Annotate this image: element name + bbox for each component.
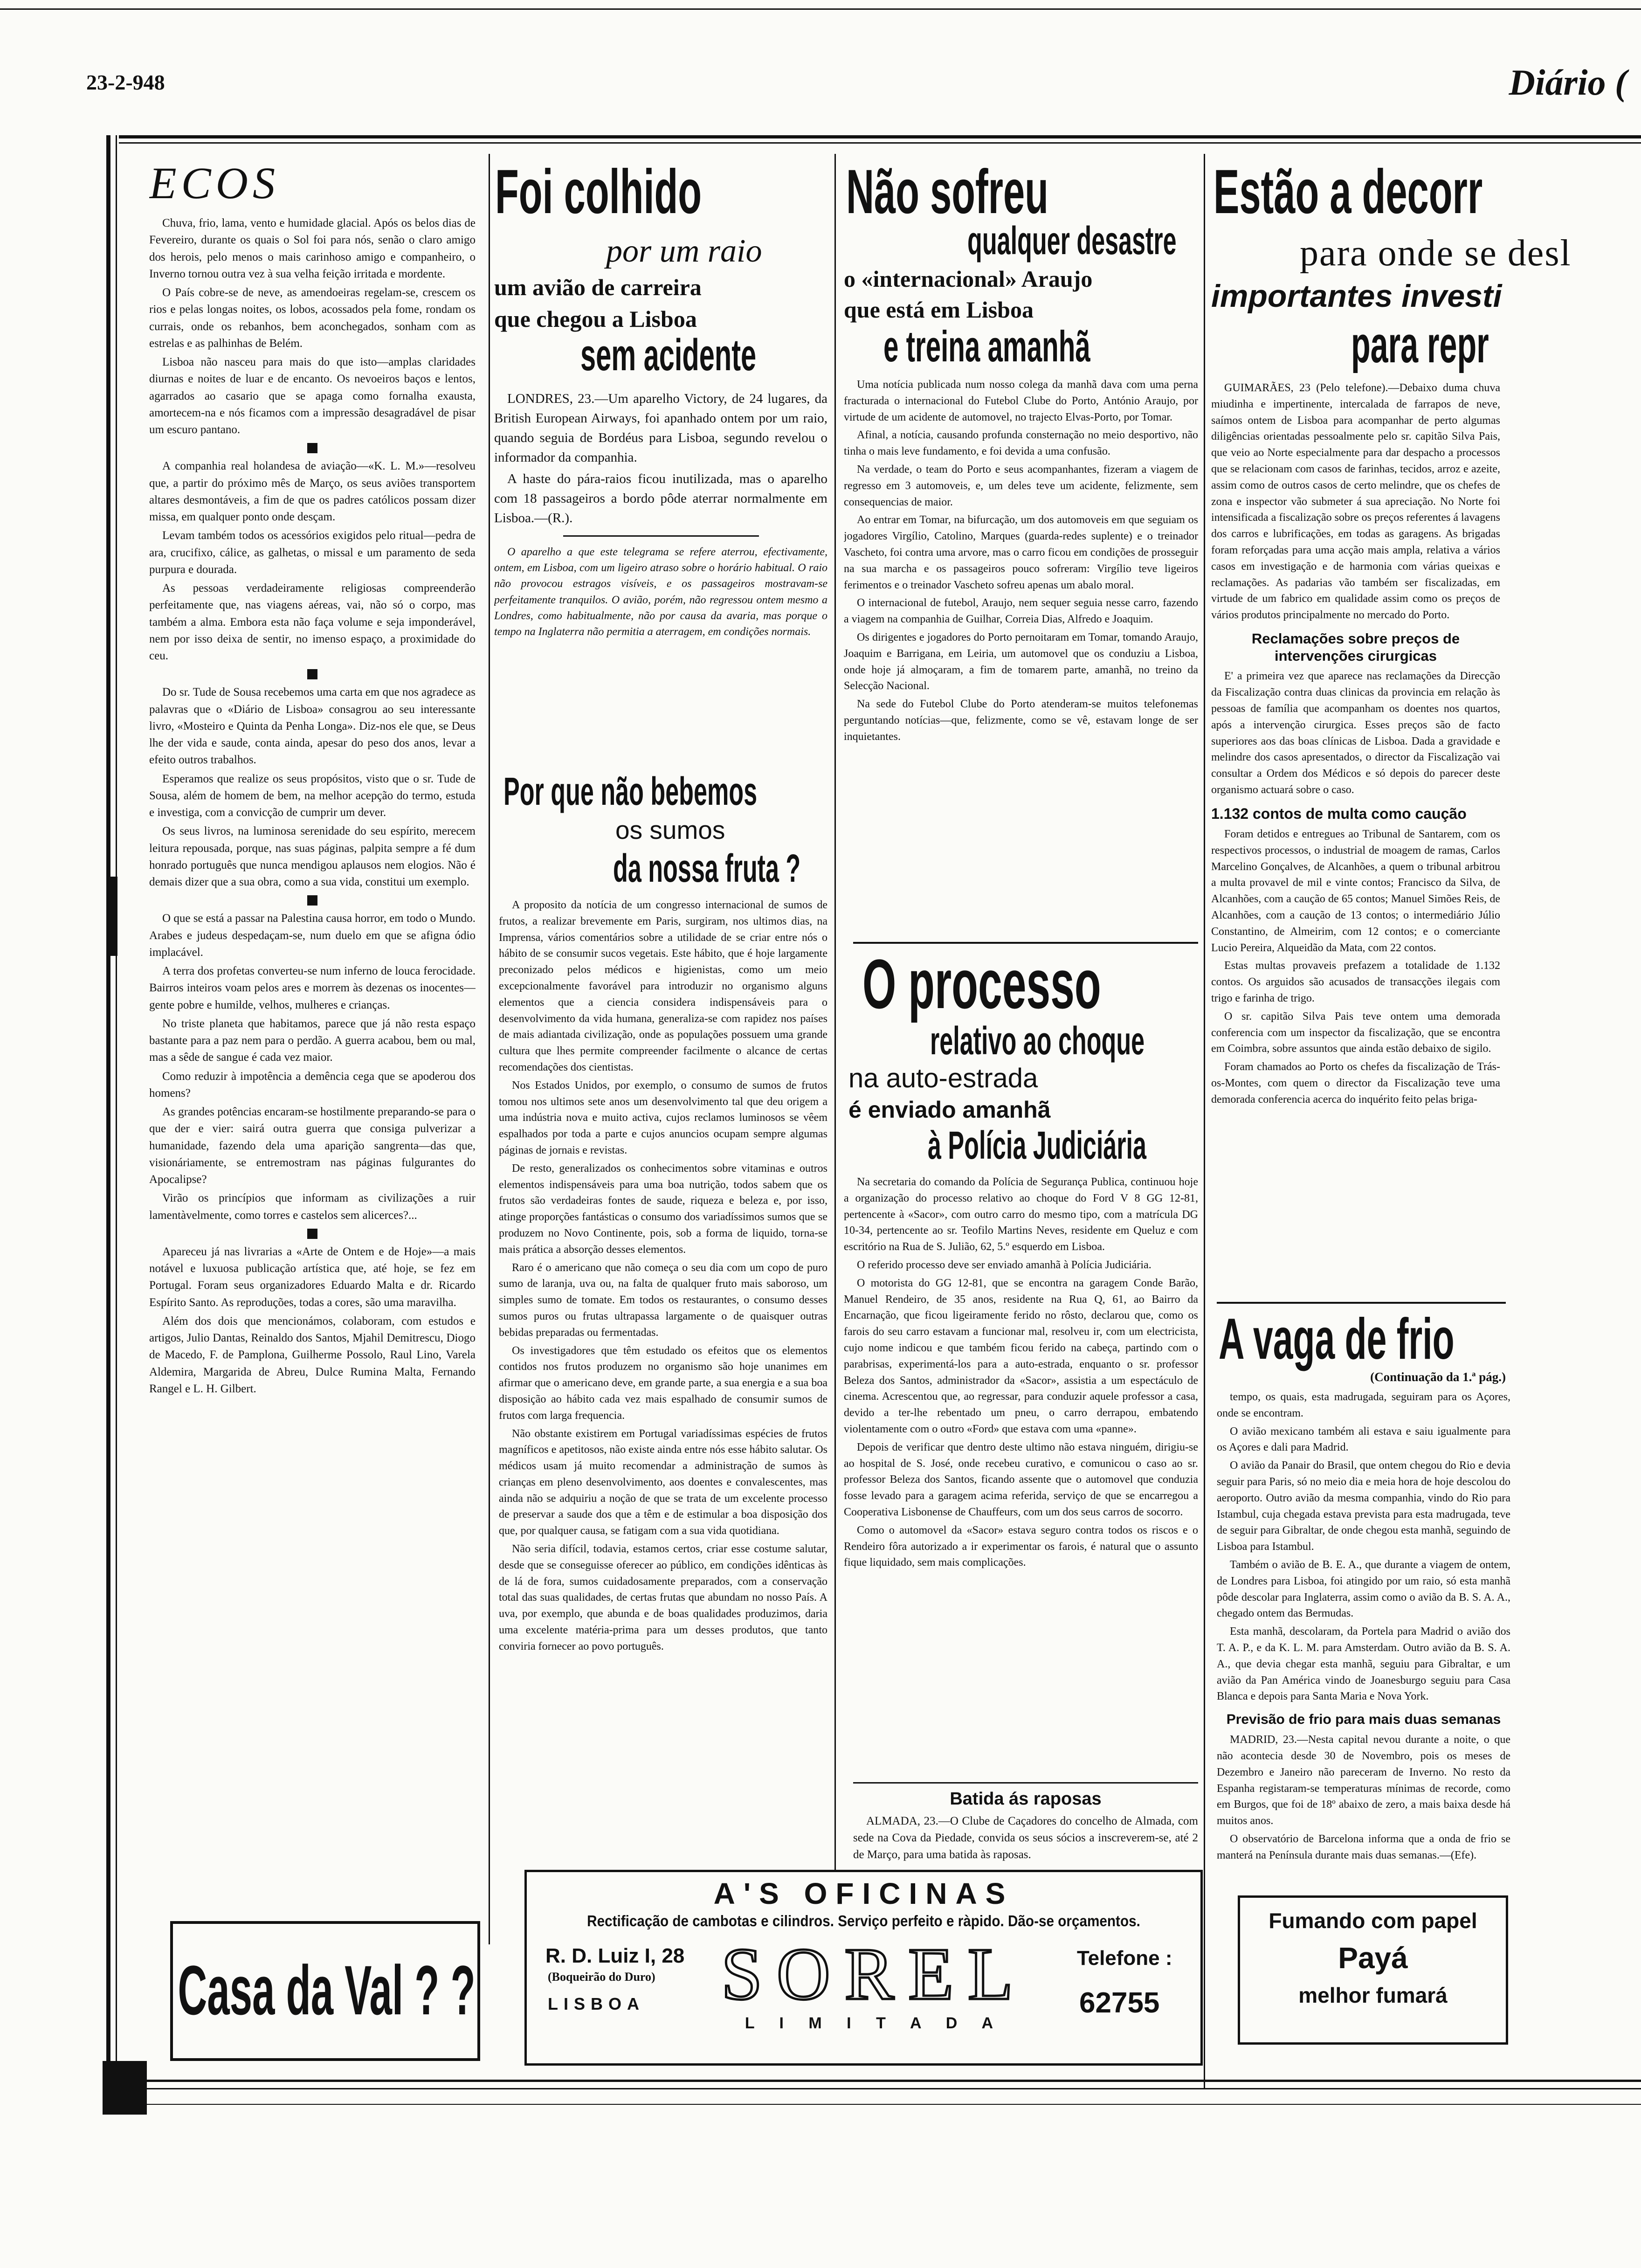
issue-date: 23-2-948 [86,70,165,94]
sorel-phone-label: Telefone : [1077,1947,1172,1970]
frio-paragraph: O avião mexicano também ali estava e saiu igualmente para os Açores e dali para Madrid. [1217,1425,1510,1454]
sumos-article [499,772,827,1844]
sorel-headline: A'S OFICINAS [713,1877,1014,1910]
araujo-paragraph: Na sede do Futebol Clube do Porto atenderam-se muitos telefonemas perguntando notícias—que, felizmente, como se vê, estavam longe de ser inquietantes. [844,698,1198,743]
sumos-paragraph: Não obstante existirem em Portugal variadíssimas espécies de frutos magníficos e apetitosos, não existe ainda entre nós esse hábito salutar. Os médicos usam já muito recomendar a administração de sumos às crianças em pleno desenvolvimento, aos doentes e convalescentes, mas ainda não se adquiriu a noção de que se trata de um excelente processo de preservar a saude dos que a têm e de estimular a boa disposição dos que, por qualquer causa, se fatigam com a sua vida quotidiana. [499,1427,827,1537]
section-bullet [307,1229,317,1239]
left-frame-rule [106,135,110,2112]
ecos-paragraph: As pessoas verdadeiramente religiosas compreenderão perfeitamente que, nas viagens aéreas, vai, não só o corpo, mas também a alma. Embora esta não faça volume e seja imponderável, nem por isso deixa de sentir, no imenso espaço, a proximidade do ceu. [149,582,476,662]
ecos-paragraph: Como reduzir à impotência a demência cega que se apoderou dos homens? [149,1070,476,1099]
frio-paragraph: O avião da Panair do Brasil, que ontem chegou do Rio e devia seguir para Paris, só no meio dia e meia hora de hoje descolou do aeroporto. Outro avião da mesma companhia, vindo do Rio para Istambul, cuja chegada estava prevista para esta madrugada, teve de seguir para Gibraltar, de onde chegou esta manhã, seguindo de Lisboa para Istambul. [1217,1459,1510,1553]
raio-deck: que chegou a Lisboa [494,306,697,332]
section-bullet [307,443,317,453]
section-bullet [307,895,317,906]
ecos-paragraph: O que se está a passar na Palestina causa horror, em todo o Mundo. Arabes e judeus despedaçam-se, num duelo em que se afigna ódio implacável. [149,912,476,959]
ecos-paragraph: No triste planeta que habitamos, parece que já não resta espaço bastante para a paz nem para o perdão. A guerra acabou, bem ou mal, mas a sêde de sangue é cada vez maior. [149,1017,476,1064]
sorel-address-note: (Boqueirão do Duro) [548,1970,655,1984]
sumos-headline: Por que não bebemos [503,772,758,813]
frio-paragraph: Esta manhã, descolaram, da Portela para Madrid o avião dos T. A. P., e da K. L. M. para Amsterdam. Outro avião da B. S. A. A., que devia chegar esta manhã, seguiu para Gibraltar, e um avião da Pan América vindo de Joanesburgo seguiu para Casa Blanca e depois para Santa Maria e Nova York. [1217,1625,1510,1703]
ecos-paragraph: Além dos dois que mencionámos, colaboram, com estudos e artigos, Julio Dantas, Reinaldo dos Santos, Mjahil Demitrescu, Diogo de Macedo, F. de Pamplona, Guilherme Possolo, Raul Lino, Varela Aldemira, Margarida de Abreu, Dulce Rumina Malta, Fernando Rangel e L. H. Gilbert. [149,1314,476,1395]
sumos-paragraph: Nos Estados Unidos, por exemplo, o consumo de sumos de frutos tomou nos ultimos sete anos um desenvolvimento tal que deu origem a uma indústria nova e muito activa, cujos reclamos luminosos se vêem espalhados por toda a parte e cujos anuncios ocupam sempre algumas páginas de jornais e revistas. [499,1079,827,1156]
ecos-paragraph: Esperamos que realize os seus propósitos, visto que o sr. Tude de Sousa, além de homem de bem, na melhor acepção do termo, estuda e investiga, com a convicção de cumprir um dever. [149,772,476,819]
ecos-paragraph: Os seus livros, na luminosa serenidade do seu espírito, merecem leitura repousada, porque, nas suas páginas, palpita sempre a fé dum honrado português que nunca mendigou aplausos nem elogios. Não é demais dizer que a sua obra, como a sua vida, constitui um exemplo. [149,825,476,888]
ecos-paragraph: Virão os princípios que informam as civilizações a ruir lamentàvelmente, como torres e castelos sem alicerces?... [149,1192,476,1222]
paya-line: Fumando com papel [1269,1908,1477,1933]
sorel-address: R. D. Luiz I, 28 [545,1944,685,1967]
estao-paragraph: Foram detidos e entregues ao Tribunal de Santarem, com os respectivos processos, o industrial de moagem de ramas, Carlos Marcelino Gonçalves, de Alcanhões, a quem o tribunal arbitrou a multa provavel de mil e vinte contos; Francisco da Silva, de Alcanhões, com a caução de 65 contos; Manuel Simões Reis, de Alcanhões, com a caução de 13 contos; o intermediário Júlio Constantino, de Almeirim, com 12 contos; e o comerciante Lucio Pereira, Alqueidão da Mata, com 22 contos. [1211,828,1500,954]
estao-paragraph: E' a primeira vez que aparece nas reclamações da Direcção da Fiscalização contra duas clinicas da provincia em relação às pessoas de família que acompanham os doentes nos quartos, após a intervenção cirurgica. Esses preços são de facto superiores aos das boas clínicas de Lisboa. Dada a gravidade e melindre dos casos apresentados, o director da Fiscalização vai consultar a Ordem dos Médicos e só depois do parecer deste organismo actuará sobre o caso. [1211,670,1500,796]
sumos-paragraph: Os investigadores que têm estudado os efeitos que os elementos contidos nos frutos produzem no organismo são hoje unanimes em afirmar que o americano deve, em grande parte, a sua energia e a sua boa disposição ao hábito cada vez mais espalhado de consumir sumos de frutos com larga frequencia. [499,1344,827,1422]
paya-line: melhor fumará [1298,1983,1448,2007]
column-rule-1 [489,154,490,1944]
frio-top-rule [1217,1302,1506,1304]
frio-paragraph: O observatório de Barcelona informa que a onda de frio se manterá na Península durante mais duas semanas.—(Efe). [1217,1832,1510,1861]
margin-mark [110,877,117,956]
estao-paragraph: Foram chamados ao Porto os chefes da fiscalização de Trás-os-Montes, com quem o director da Fiscalização teve uma demorada conferencia acerca do inquérito feito pelas briga- [1211,1061,1500,1106]
processo-paragraph: Como o automovel da «Sacor» estava seguro contra todos os riscos e o Rendeiro fôra autorizado a ir experimentar os farois, é natural que o assunto fique liquidado, sem mais complicações. [844,1524,1198,1569]
raio-note: O aparelho a que este telegrama se refere aterrou, efectivamente, ontem, em Lisboa, com um ligeiro atraso sobre o horário habitual. O raio não provocou estragos visíveis, e os passageiros mostravam-se perfeitamente tranquilos. O avião, porém, não regressou ontem mesmo a Londres, como habitualmente, não por causa da avaria, mas porque o tempo na Inglaterra não permitia a aterragem, em condições normais. [494,546,827,638]
bottom-rule [119,2080,1641,2082]
ecos-paragraph: Levam também todos os acessórios exigidos pelo ritual—pedra de ara, crucifixo, cálice, as galhetas, o missal e um paramento de seda purpura e dourada. [149,529,476,576]
sorel-city: LISBOA [548,1994,645,2013]
raposas-top-rule [853,1782,1198,1784]
header-rule-thin [119,142,1641,144]
ecos-column [149,161,476,1881]
processo-paragraph: O motorista do GG 12-81, que se encontra na garagem Conde Barão, Manuel Rendeiro, de 35 anos, residente na Rua Q, 61, ao Bairro da Encarnação, que ficou ligeiramente ferido no rôsto, declarou que, como os farois do seu carro estavam a funcionar mal, resolveu ir, com um electricista, cujo nome indicou e que também ficou ferido na cabeça, partindo com o parabrisas, experimentá-los para a auto-estrada, enquanto o sr. professor Beleza dos Santos, administrador da «Sacor», assistia a um espectáculo de cinema. Acrescentou que, ao regressar, para conduzir aquele professor a casa, devido a ter-lhe rebentado um pneu, o carro derrapou, embatendo violentamente com o outro «Ford» que estava com uma «panne». [844,1277,1198,1435]
estao-headline: Estão a decorr [1214,161,1483,227]
processo-deck: é enviado amanhã [848,1097,1051,1123]
ecos-paragraph: Apareceu já nas livrarias a «Arte de Ontem e de Hoje»—a mais notável e luxuosa publicação artística que, até hoje, se fez em Portugal. Foram seus organizadores Eduardo Malta e dr. Ricardo Espírito Santo. As reproduções, todas a cores, são uma maravilha. [149,1245,476,1309]
estao-deck: importantes investi [1211,278,1502,314]
sorel-ad [524,1870,1203,2066]
frio-paragraph: Também o avião de B. E. A., que durante a viagem de ontem, de Londres para Lisboa, foi atingido por um raio, só esta manhã pôde descolar para Inglaterra, assim como o avião da B. S. A. A., chegado ontem das Bermudas. [1217,1558,1510,1620]
sorel-limitada: L I M I T A D A [745,2014,1004,2032]
sumos-paragraph: De resto, generalizados os conhecimentos sobre vitaminas e outros elementos indispensáveis para uma boa nutrição, todos sabem que os frutos são verdadeiras fontes de saude, riqueza e beleza e, por isso, atinge proporções fantásticas o consumo dos variadíssimos sumos que se produzem no Novo Continente, pois, sob a forma de liquido, torna-se mais prática a absorção desses elementos. [499,1162,827,1256]
casa-da-val-ad [170,1921,480,2061]
raio-subhead: por um raio [606,233,762,269]
estao-paragraph: O sr. capitão Silva Pais teve ontem uma demorada conferencia com um inspector da fiscalização, que se encontra em Coimbra, sobre assuntos que ainda estão debaixo de sigilo. [1211,1010,1500,1055]
ecos-paragraph: A terra dos profetas converteu-se num inferno de louca ferocidade. Bairros inteiros voam pelos ares e morrem às dezenas os inocentes—gente pobre e humilde, velhos, mulheres e crianças. [149,965,476,1011]
bottom-rule-thin [119,2088,1641,2089]
ecos-paragraph: A companhia real holandesa de aviação—«K. L. M.»—resolveu que, a partir do próximo mês de Março, os seus aviões transportem altares desmontáveis, a fim de que os padres católicos possam dizer missa, em qualquer ponto onde desçam. [149,460,476,523]
processo-paragraph: O referido processo deve ser enviado amanhã à Polícia Judiciária. [857,1258,1151,1271]
processo-deck: na auto-estrada [848,1063,1038,1093]
casa-da-val-text: Casa da Val ? ? [178,1951,476,2029]
raio-paragraph: A haste do pára-raios ficou inutilizada, mas o aparelho com 18 passageiros a bordo pôde aterrar normalmente em Lisboa.—(R.). [494,471,827,526]
estao-paragraph: GUIMARÃES, 23 (Pelo telefone).—Debaixo duma chuva miudinha e impertinente, intercalada de farrapos de neve, saímos ontem de Lisboa para acompanhar de perto algumas diligências orientadas pessoalmente pelo sr. capitão Silva Pais, que veio ao Norte especialmente para dar despacho a processos que se relacionam com casos de farinhas, tecidos, arroz e azeite, assim como de outros casos de certo melindre, que os chefes de zona e inspector vão submeter á sua apreciação. No Norte foi intensificada a fiscalização sobre os preços referentes á lavagens dos carros e lubrificações, em todas as garagens. As brigadas foram reforçadas para uma acção mais ampla, relativa a vários casos em investigação e de harmonia com várias queixas e reclamações. As padarias vão também ser fiscalizadas, em virtude de um fabrico em qualidade assim como os preços de vários produtos principalmente no mercado do Porto. [1211,382,1500,622]
araujo-deck: que está em Lisboa [844,297,1034,323]
frio-subheading: Previsão de frio para mais duas semanas [1226,1712,1501,1728]
araujo-article [844,161,1198,935]
raio-headline: Foi colhido [495,161,702,227]
processo-headline: O processo [862,949,1101,1023]
processo-paragraph: Depois de verificar que dentro deste ultimo não estava ninguém, dirigiu-se ao hospital de S. José, onde recebeu curativo, e comunicou o caso ao sr. professor Beleza dos Santos, ficando assente que o automovel que conduzia fosse levado para a garagem acima referida, serviço de que se encarregou a Cooperativa Lisbonense de Chauffeurs, com um dos seus carros de socorro. [844,1441,1198,1518]
paya-ad [1238,1895,1508,2045]
estao-subhead: para onde se desl [1300,233,1572,274]
processo-top-rule [853,942,1198,944]
section-bullet [307,669,317,679]
sumos-paragraph: Raro é o americano que não começa o seu dia com um copo de puro sumo de laranja, uva ou, na falta de qualquer fruto mais saboroso, um simples sumo de tomate. Em todos os restaurantes, o consumo desses sumos puros ou frutas ultrapassa largamente o de quaisquer outras bebidas preparadas ou fermentadas. [499,1261,827,1339]
estao-paragraph: Estas multas provaveis prefazem a totalidade de 1.132 contos. Os arguidos são acusados de transacções ilegais com trigo e farinha de trigo. [1211,960,1500,1005]
raio-article [494,161,827,774]
raposas-article [853,1786,1198,1863]
raio-deck: um avião de carreira [494,274,702,300]
masthead: Diário ( [1509,62,1627,103]
raio-deck-bold: sem acidente [580,330,757,380]
araujo-paragraph: Uma notícia publicada num nosso colega da manhã dava com uma perna fracturada o internacional do Futebol Clube do Porto, António Araujo, por virtude de um acidente de automovel, no trajecto Elvas-Porto, por Tomar. [844,379,1198,423]
bottom-rule-base [119,2104,1641,2105]
left-frame-rule-thin [116,135,117,2112]
raposas-text: ALMADA, 23.—O Clube de Caçadores do concelho de Almada, com sede na Cova da Piedade, convida os seus sócios a inscreverem-se, até 2 de Março, para uma batida às raposas. [853,1814,1198,1861]
header-rule [119,135,1641,138]
processo-paragraph: Na secretaria do comando da Polícia de Segurança Publica, continuou hoje a organização do processo relativo ao choque do Ford V 8 GG 12-81, pertencente à «Sacor», com outro carro do mesmo tipo, com a matrícula DG 10-34, pertencente ao sr. Teofilo Martins Neves, residente em Queluz e com escritório na Rua de S. Julião, 62, 5.º esquerdo em Lisboa. [844,1176,1198,1253]
frio-article [1217,1306,1510,1879]
ecos-title: ECOS [149,161,280,208]
estao-subheading: 1.132 contos de multa como caução [1211,805,1467,822]
ecos-paragraph: As grandes potências encaram-se hostilmente preparando-se para o que der e vier: sairá outra guerra que consiga pulverizar a humanidade, fazendo dela uma aparição sangrenta—das que, visionáriamente, se entremostram nas páginas fulgurantes do Apocalipse? [149,1106,476,1186]
ecos-paragraph: O País cobre-se de neve, as amendoeiras regelam-se, crescem os rios e pelas longas noites, os lobos, acossados pela fome, rondam os currais, onde os rebanhos, bem aconchegados, sonham com as estrelas e as palhinhas de Belém. [149,286,476,350]
sumos-subhead: os sumos [615,816,725,844]
sorel-phone: 62755 [1079,1987,1160,2019]
frio-paragraph: tempo, os quais, esta madrugada, seguiram para os Açores, onde se encontram. [1217,1391,1510,1419]
column-rule-2 [834,154,836,1944]
araujo-paragraph: Ao entrar em Tomar, na bifurcação, um dos automoveis em que seguiam os jogadores Virgílio, Catolino, Marques (guarda-redes suplente) e o treinador Vascheto, foi contra uma arvore, mas o carro ficou em condições de prosseguir na sua marcha e os passageiros pouco sofreram: Virgílio teve ligeiros ferimentos e o treinador Vascheto sofreu apenas um abalo moral. [844,514,1198,591]
sumos-paragraph: Não seria difícil, todavia, estamos certos, criar esse costume salutar, desde que se conseguisse oferecer ao público, em condições idênticas às de lá de fora, sumos cuidadosamente preparados, com a conservação total das suas qualidades, de certas frutas que abundam no nosso País. A uva, por exemplo, que abunda e de boas qualidades produzimos, daria uma excelente matéria-prima para um desses produtos, que tanto conviria fornecer ao povo português. [499,1543,827,1653]
column-rule-3 [1204,154,1205,2089]
raposas-title: Batida ás raposas [950,1789,1102,1809]
araujo-deck-bold: e treina amanhã [883,322,1090,371]
paya-brand: Payá [1338,1941,1408,1975]
raio-divider [563,535,759,537]
sorel-services: Rectificação de cambotas e cilindros. Serviço perfeito e ràpido. Dão-se orçamentos. [587,1912,1140,1929]
estao-subheading: Reclamações sobre preços de intervenções cirurgicas [1251,630,1460,664]
araujo-subhead: qualquer desastre [967,219,1177,263]
araujo-paragraph: Afinal, a notícia, causando profunda consternação no meio desportivo, não tinha o mais leve fundamento, e foi devida a uma confusão. [844,429,1198,458]
ecos-paragraph: Do sr. Tude de Sousa recebemos uma carta em que nos agradece as palavras que o «Diário de Lisboa» consagrou ao seu interessante livro, «Mosteiro e Quinta da Penha Longa». Diz-nos ele que, se Deus lhe der vida e saude, conta ainda, apesar do peso dos anos, levar a efeito outros trabalhos. [149,686,476,767]
araujo-paragraph: Na verdade, o team do Porto e seus acompanhantes, fizeram a viagem de regresso em 3 automoveis, e, um deles teve um acidente, felizmente, sem consequencias de maior. [844,463,1198,508]
araujo-paragraph: O internacional de futebol, Araujo, nem sequer seguia nesse carro, fazendo a viagem na companhia de Guilhar, Correia Dias, Alfredo e Joaquim. [844,597,1198,626]
top-rule [0,8,1641,10]
estao-article [1211,161,1641,1299]
araujo-headline: Não sofreu [846,161,1048,227]
estao-deck-bold: para repr [1351,316,1489,373]
ecos-paragraph: Chuva, frio, lama, vento e humidade glacial. Após os belos dias de Fevereiro, durante os quais o Sol foi para nós, senão o claro amigo dos herois, pelo menos o mais carinhoso amigo e companheiro, o Inverno tornou outra vez à sua velha feição irritada e mordente. [149,217,476,280]
sumos-headline-bold: da nossa fruta ? [613,846,801,890]
araujo-paragraph: Os dirigentes e jogadores do Porto pernoitaram em Tomar, tomando Araujo, Joaquim e Barrigana, em Leiria, um automovel que os conduziu a Lisboa, onde hoje já almoçaram, a fim de tomarem parte, amanhã, no treino da Selecção Nacional. [844,631,1198,692]
frio-continuation: (Continuação da 1.ª pág.) [1370,1370,1506,1384]
processo-subhead: relativo ao choque [930,1019,1145,1063]
processo-article [844,949,1198,1777]
frio-headline: A vaga de frio [1219,1307,1455,1371]
raio-paragraph: LONDRES, 23.—Um aparelho Victory, de 24 lugares, da British European Airways, foi apanhado ontem por um raio, quando seguia de Bordéus para Lisboa, segundo revelou o informador da companhia. [494,391,827,465]
ecos-paragraph: Lisboa não nasceu para mais do que isto—amplas claridades diurnas e noites de luar e de encanto. Os nevoeiros baços e lentos, agarrados ao casario que se apaga como fornalha exausta, amortecem-na e nós ficamos com a impressão desagradável de pisar um escuro pantano. [149,356,476,436]
processo-deck-bold: à Polícia Judiciária [928,1123,1146,1167]
sorel-logo: SOREL [721,1932,1027,2015]
araujo-deck: o «internacional» Araujo [844,266,1093,292]
frio-paragraph: MADRID, 23.—Nesta capital nevou durante a noite, o que não acontecia desde 30 de Novembro, pois os meses de Dezembro e Janeiro não pareceram de Inverno. No resto da Espanha registaram-se temperaturas mínimas de recorde, como em Burgos, que foi de 18º abaixo de zero, a mais baixa desde há muitos anos. [1217,1734,1510,1827]
sumos-paragraph: A proposito da notícia de um congresso internacional de sumos de frutos, a realizar brevemente em Paris, surgiram, nos ultimos dias, na Imprensa, vários comentários sobre a utilidade de se criar entre nós o hábito de se consumir sucos vegetais. Este hábito, que é hoje largamente preconizado pelos médicos e higienistas, como um meio excepcionalmente favorável para introduzir no organismo alguns elementos que a ciencia considera indispensáveis para o desenvolvimento da vida humana, generaliza-se com rapidez nos países de mais adiantada civilização, onde as populações possuem uma grande cultura que lhes permite compreender facilmente o alcance de certas recomendações dos cientistas. [499,899,827,1073]
